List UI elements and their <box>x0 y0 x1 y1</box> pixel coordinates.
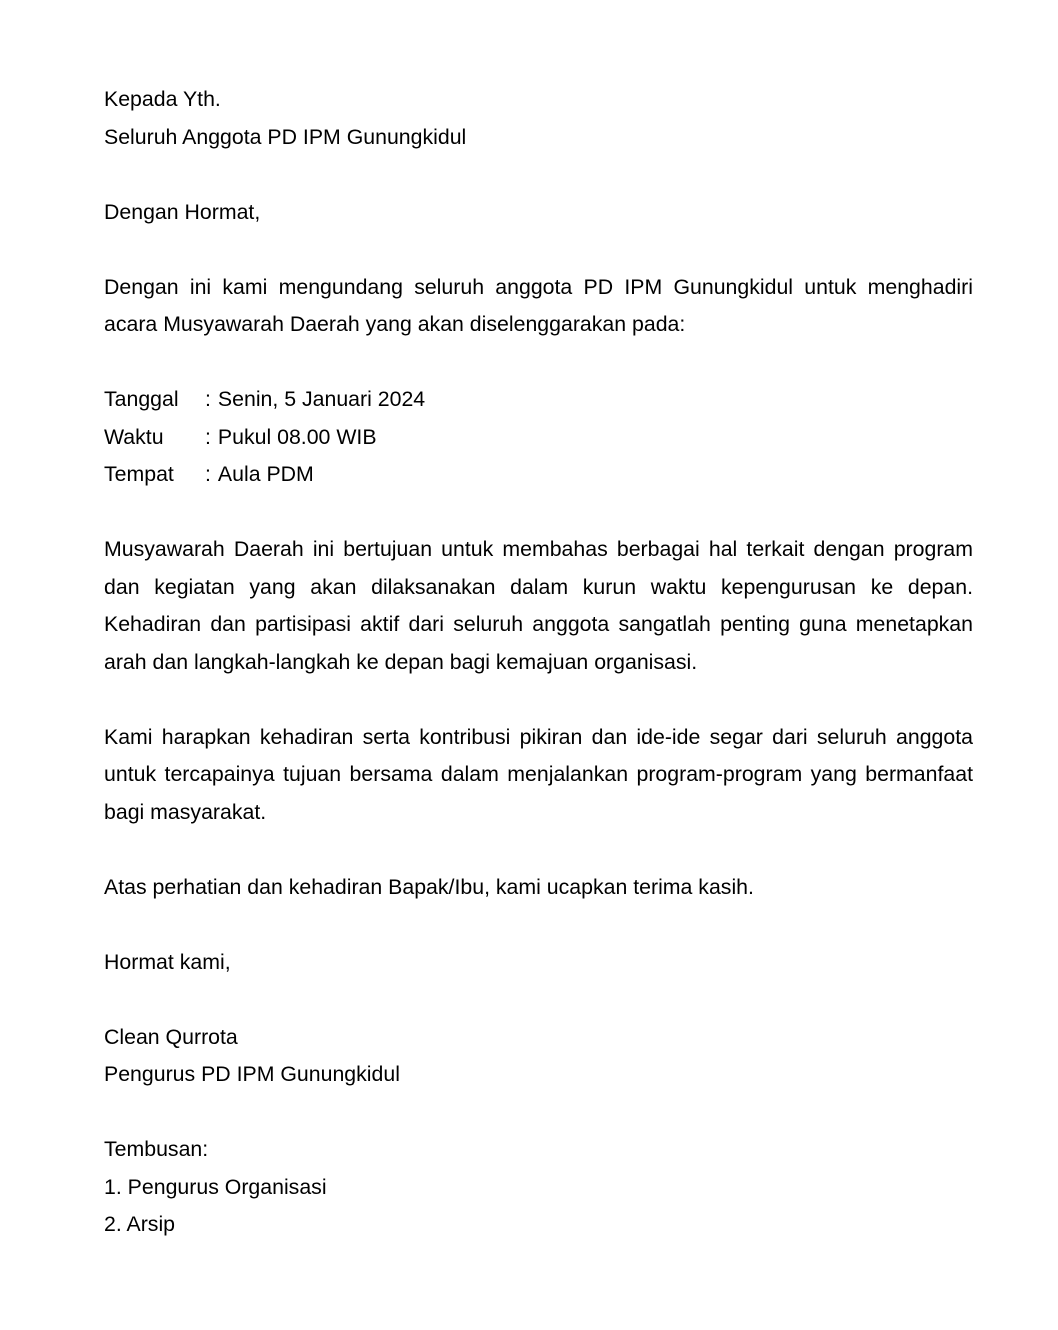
detail-label: Waktu <box>104 424 164 449</box>
opening-paragraph: Dengan ini kami mengundang seluruh anggota PD IPM Gunungkidul untuk menghadiri acara Musyawarah Daerah yang akan diselenggarakan pada: <box>104 274 973 336</box>
body-paragraph-1: Musyawarah Daerah ini bertujuan untuk membahas berbagai hal terkait dengan program dan kegiatan yang akan dilaksanakan dalam kurun waktu kepengurusan ke depan. Kehadiran dan partisipasi aktif dari seluruh anggota sangatlah penting guna menetapkan arah dan langkah-langkah ke depan bagi kemajuan organisasi. <box>104 537 973 674</box>
detail-value: Pukul 08.00 WIB <box>217 424 377 449</box>
detail-row-waktu <box>104 419 973 457</box>
closing-thanks-block <box>104 869 973 907</box>
body-paragraph-1-block <box>104 531 973 681</box>
recipient-line-2: Seluruh Anggota PD IPM Gunungkidul <box>104 124 467 149</box>
cc-item: 2. Arsip <box>104 1212 176 1236</box>
signature-name: Clean Qurrota <box>104 1024 238 1049</box>
signature-block <box>104 1019 973 1094</box>
body-paragraph-2: Kami harapkan kehadiran serta kontribusi pikiran dan ide-ide segar dari seluruh anggota untuk tercapainya tujuan bersama dalam menjalankan program-program yang bermanfaat bagi masyarakat. <box>104 724 973 824</box>
recipient-line-1: Kepada Yth. <box>104 87 221 111</box>
detail-separator: : <box>205 387 211 411</box>
detail-value: Senin, 5 Januari 2024 <box>217 387 426 411</box>
detail-label: Tempat <box>104 462 174 486</box>
recipient-block <box>104 81 973 156</box>
cc-item: 1. Pengurus Organisasi <box>104 1174 327 1199</box>
body-paragraph-2-block <box>104 719 973 832</box>
event-details-block <box>104 381 973 494</box>
signature-title: Pengurus PD IPM Gunungkidul <box>104 1062 400 1086</box>
salutation-block <box>104 194 973 232</box>
detail-row-tempat <box>104 456 973 494</box>
detail-separator: : <box>205 424 211 449</box>
cc-block <box>104 1131 973 1244</box>
opening-paragraph-block <box>104 269 973 344</box>
detail-value: Aula PDM <box>217 462 314 486</box>
cc-heading: Tembusan: <box>104 1137 209 1161</box>
signoff: Hormat kami, <box>104 949 231 974</box>
detail-row-tanggal <box>104 381 973 419</box>
closing-thanks: Atas perhatian dan kehadiran Bapak/Ibu, kami ucapkan terima kasih. <box>104 874 754 899</box>
salutation: Dengan Hormat, <box>104 199 261 224</box>
detail-separator: : <box>205 462 211 486</box>
detail-label: Tanggal <box>104 387 179 411</box>
signoff-block <box>104 944 973 982</box>
